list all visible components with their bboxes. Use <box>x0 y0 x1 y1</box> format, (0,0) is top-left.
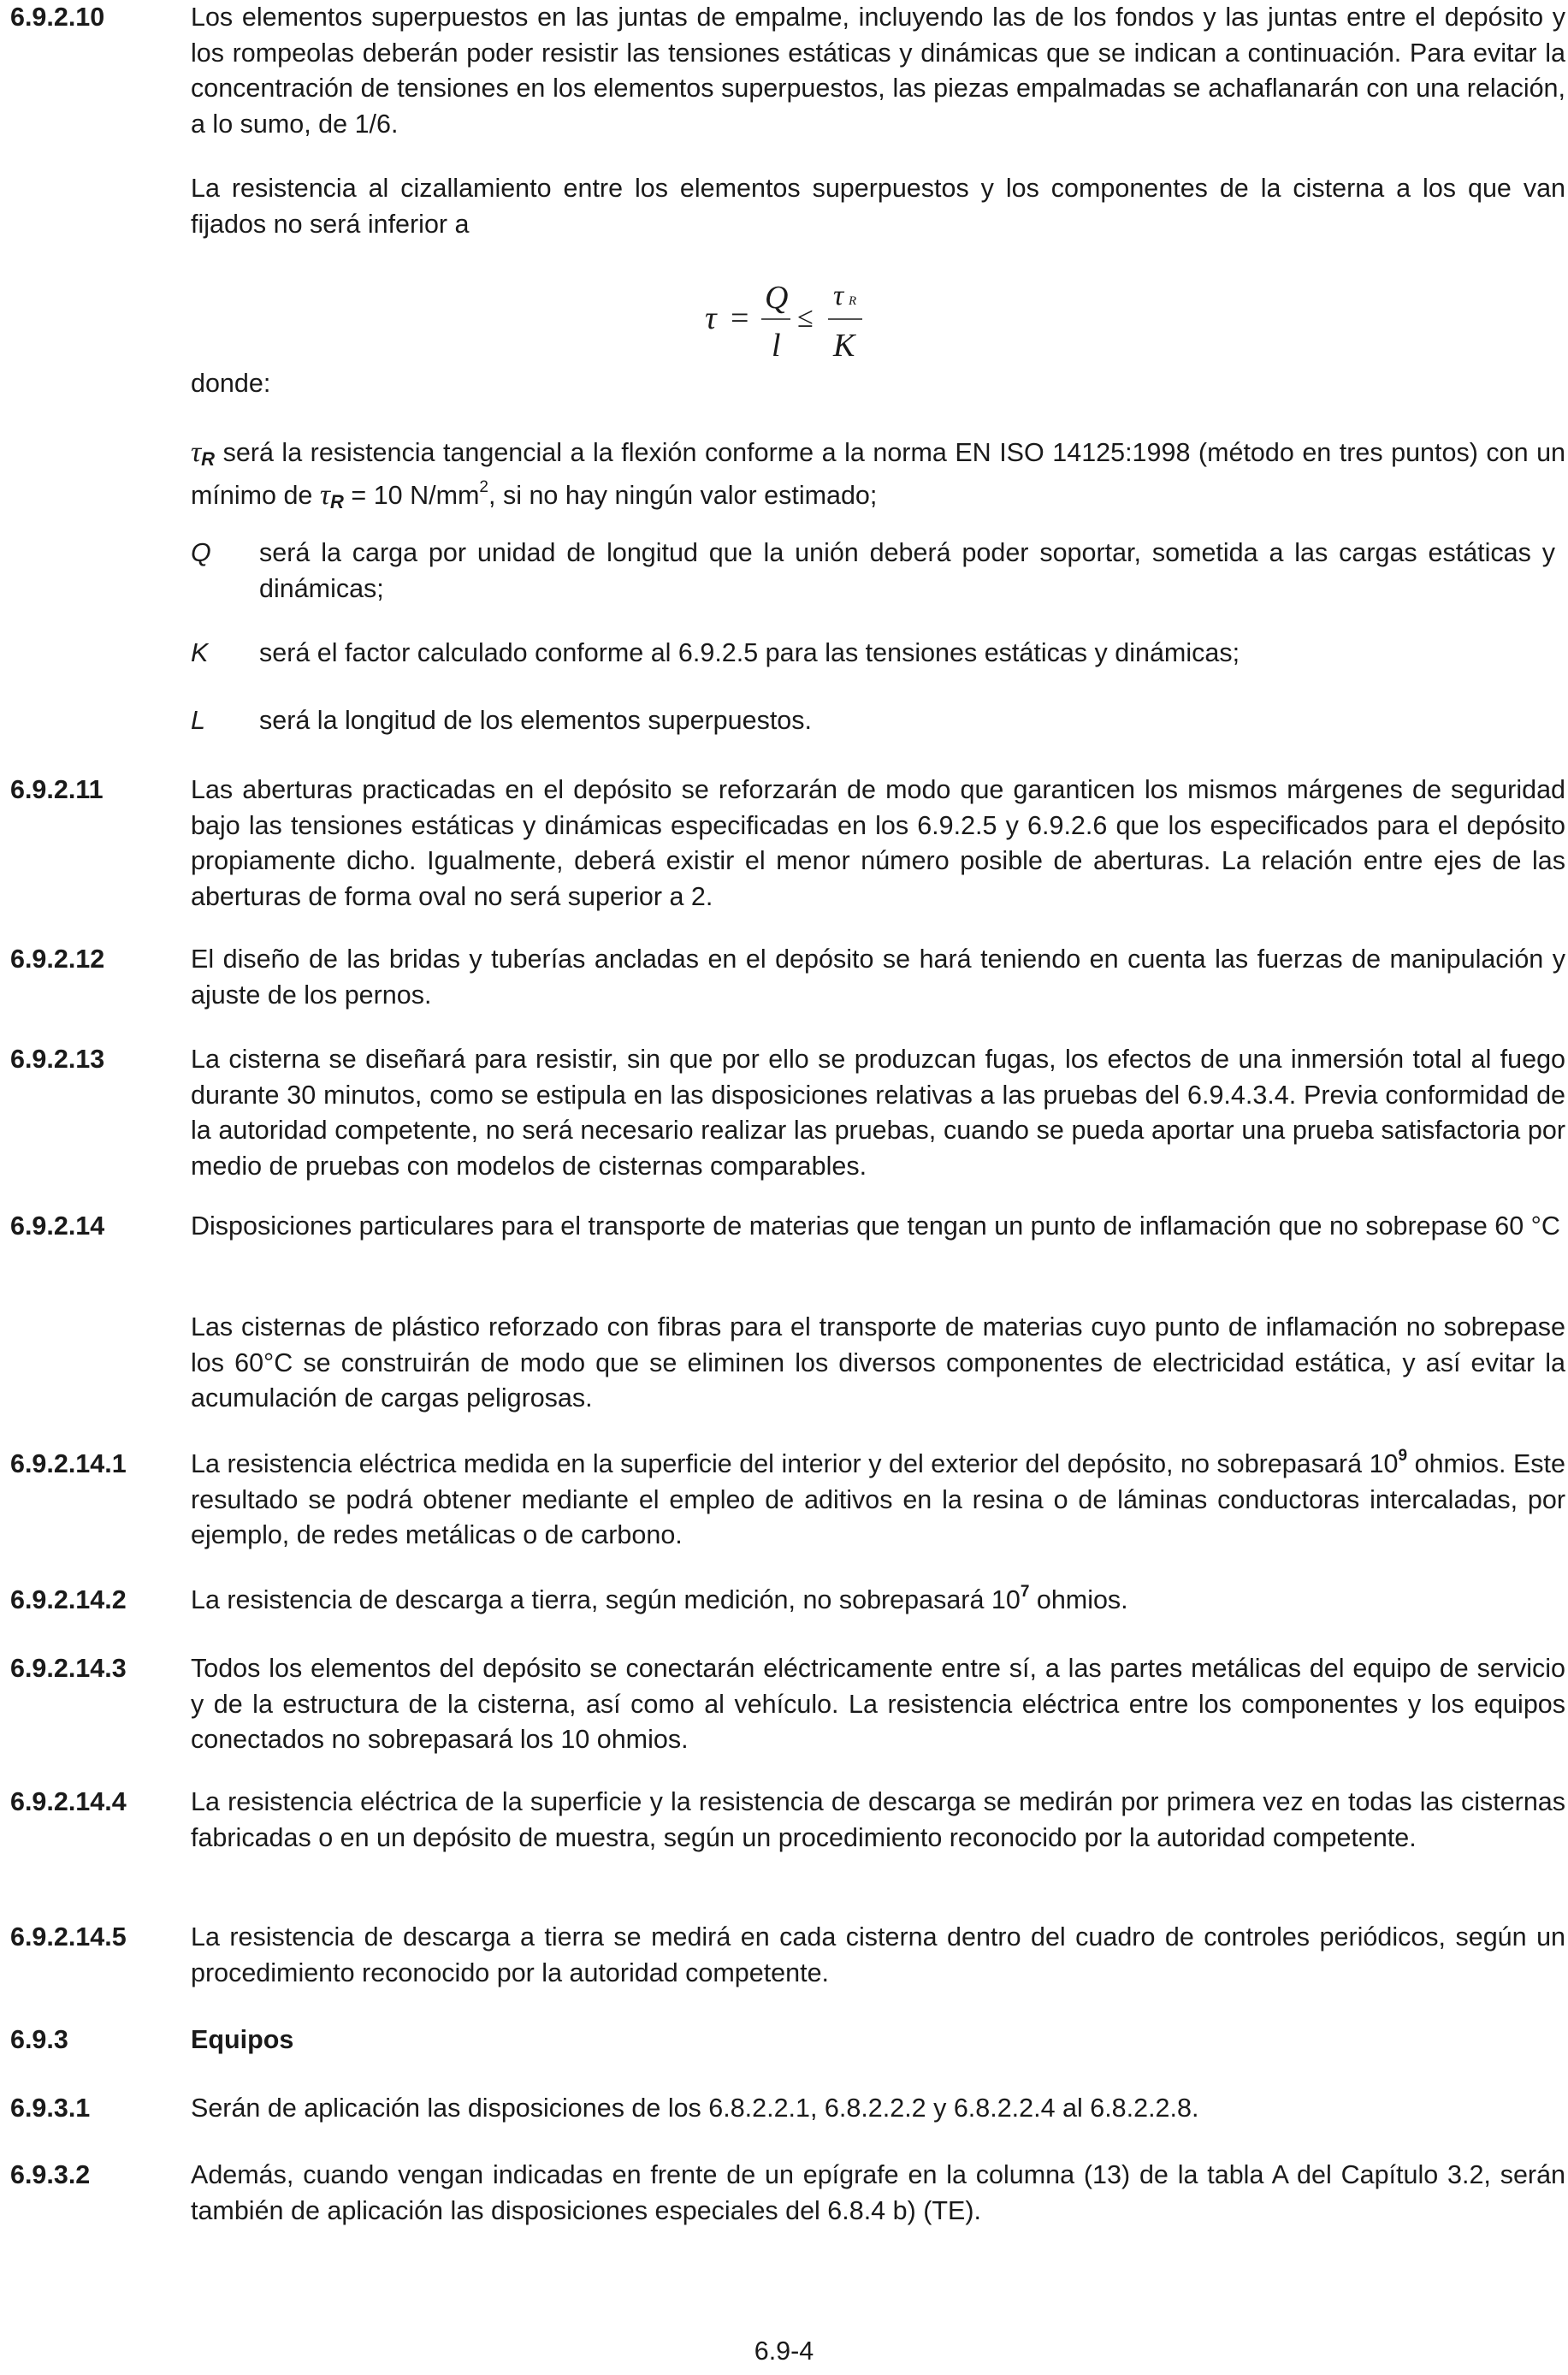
page-number: 6.9-4 <box>754 2337 814 2366</box>
section-text <box>191 0 1565 142</box>
donde-label: donde: <box>191 369 271 398</box>
definition-text: será la longitud de los elementos superpuestos. <box>259 706 812 735</box>
definition-letter: L <box>191 706 205 735</box>
section-text: Además, cuando vengan indicadas en frente de un epígrafe en la columna (13) de la tabla A del Capítulo 3.2, serán también de aplicación las disposiciones especiales del 6.8.4 b) (TE). <box>191 2160 1565 2225</box>
formula-l: l <box>772 328 781 364</box>
section-text: La resistencia de descarga a tierra se medirá en cada cisterna dentro del cuadro de controles periódicos, según un procedimiento reconocido por la autoridad competente. <box>191 1922 1565 1987</box>
section-text: La resistencia de descarga a tierra, según medición, no sobrepasará $10^7$ ohmios. <box>191 1583 1128 1614</box>
section-text: La resistencia eléctrica medida en la superficie del interior y del exterior del depósito, no sobrepasará $10^9$ ohmios. Este resultado se podrá obtener mediante el empleo de aditivos en la resina o de láminas conductoras intercaladas, por ejemplo, de redes metálicas o de carbono. <box>191 1447 1565 1549</box>
formula-tau: τ <box>705 300 717 336</box>
exponent: 9 <box>1398 1447 1408 1465</box>
section-number: 6.9.2.11 <box>10 775 104 804</box>
definition-letter: Q <box>191 538 211 567</box>
section-number: 6.9.2.10 <box>10 3 105 32</box>
section-number: 6.9.3.1 <box>10 2094 91 2123</box>
tau-symbol: τ <box>191 436 202 468</box>
section-number: 6.9.2.13 <box>10 1045 105 1074</box>
tau-subscript: R <box>201 448 216 470</box>
section-text: Serán de aplicación las disposiciones de los 6.8.2.2.1, 6.8.2.2.2 y 6.8.2.2.4 al 6.8.2.2.8. <box>191 2094 1199 2123</box>
definition-text: será el factor calculado conforme al 6.9.2.5 para las tensiones estáticas y dinámicas; <box>259 638 1240 667</box>
paragraph: La resistencia al cizallamiento entre los elementos superpuestos y los componentes de la cisterna a los que van fijados no será inferior a <box>191 174 1565 239</box>
definition-letter: K <box>191 638 209 667</box>
tau-r-tail: , si no hay ningún valor estimado; <box>488 480 878 510</box>
section-number: 6.9.2.14.5 <box>10 1922 127 1952</box>
section-number: 6.9.2.14.4 <box>10 1787 127 1816</box>
tau-symbol: τ <box>319 478 331 511</box>
section-text: Todos los elementos del depósito se conectarán eléctricamente entre sí, a las partes metálicas del equipo de servicio y de la estructura de la cisterna, así como al vehículo. La resistencia eléctrica entre los componentes y los equipos conectados no sobrepasará los 10 ohmios. <box>191 1654 1565 1754</box>
formula-q: Q <box>765 280 789 316</box>
section-text: Disposiciones particulares para el transporte de materias que tengan un punto de inflamación que no sobrepase 60 °C <box>191 1211 1560 1241</box>
tau-r-text <box>191 435 1565 519</box>
section-heading: Equipos <box>191 2025 294 2054</box>
section-text: La cisterna se diseñará para resistir, sin que por ello se produzcan fugas, los efectos de una inmersión total al fuego durante 30 minutos, como se estipula en las disposiciones relativas a las pruebas del 6.9.4.3.4. Previa conformidad de la autoridad competente, no será necesario realizar las pruebas, cuando se pueda aportar una prueba satisfactoria por medio de pruebas con modelos de cisternas comparables. <box>191 1045 1565 1181</box>
section-text: Las cisternas de plástico reforzado con fibras para el transporte de materias cuyo punto de inflamación no sobrepase los 60°C se construirán de modo que se eliminen los diversos componentes de electricidad estática, y así evitar la acumulación de cargas peligrosas. <box>191 1312 1565 1413</box>
section-text <box>191 171 1565 242</box>
section-number: 6.9.2.12 <box>10 945 105 974</box>
section-number: 6.9.2.14.2 <box>10 1585 127 1614</box>
shear-formula <box>701 270 873 373</box>
section-text: El diseño de las bridas y tuberías ancladas en el depósito se hará teniendo en cuenta las fuerzas de manipulación y ajuste de los pernos. <box>191 945 1565 1010</box>
paragraph: Los elementos superpuestos en las juntas de empalme, incluyendo las de los fondos y las juntas entre el depósito y los rompeolas deberán poder resistir las tensiones estáticas y dinámicas que se indican a continuación. Para evitar la concentración de tensiones en los elementos superpuestos, las piezas empalmadas se achaflanarán con una relación, a lo sumo, de 1/6. <box>191 3 1565 139</box>
section-number: 6.9.3.2 <box>10 2160 91 2189</box>
section-text: Las aberturas practicadas en el depósito se reforzarán de modo que garanticen los mismos márgenes de seguridad bajo las tensiones estáticas y dinámicas especificadas en los 6.9.2.5 y 6.9.2.6 que los especificados para el depósito propiamente dicho. Igualmente, deberá existir el menor número posible de aberturas. La relación entre ejes de las aberturas de forma oval no será superior a 2. <box>191 775 1565 911</box>
section-number: 6.9.3 <box>10 2025 68 2054</box>
tau-r-min-value: = 10 N/mm <box>343 480 480 510</box>
exponent: 7 <box>1020 1583 1030 1601</box>
tau-r-description: será la resistencia tangencial a la flexión conforme a la norma EN ISO 14125:1998 (método en tres puntos) con un mínimo de <box>191 438 1565 510</box>
section-number: 6.9.2.14.1 <box>10 1449 127 1478</box>
tau-subscript: R <box>330 490 344 512</box>
formula-tau-r-subscript: R <box>849 294 857 308</box>
section-text: La resistencia eléctrica de la superficie y la resistencia de descarga se medirán por primera vez en todas las cisternas fabricadas o en un depósito de muestra, según un procedimiento reconocido por la autoridad competente. <box>191 1787 1565 1852</box>
formula-k: K <box>833 328 855 364</box>
formula-equals: = <box>731 300 749 336</box>
unit-exponent: 2 <box>479 477 488 496</box>
section-number: 6.9.2.14.3 <box>10 1654 127 1683</box>
formula-tau-r: τ <box>833 280 844 311</box>
section-number: 6.9.2.14 <box>10 1211 105 1241</box>
definition-text: será la carga por unidad de longitud que la unión deberá poder soportar, sometida a las cargas estáticas y dinámicas; <box>259 538 1555 603</box>
formula-leq: ≤ <box>797 302 814 334</box>
